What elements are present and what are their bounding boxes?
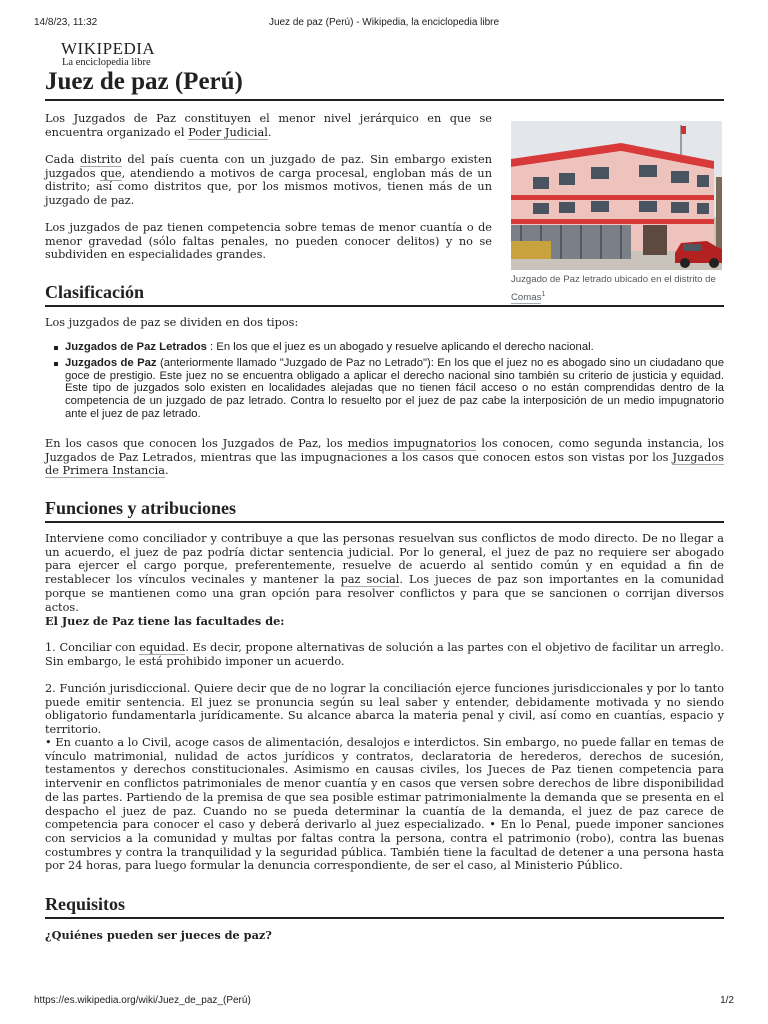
logo-tagline: La enciclopedia libre	[62, 57, 151, 68]
print-page-title: Juez de paz (Perú) - Wikipedia, la enciclopedia libre	[268, 17, 500, 28]
clasificacion-outro	[45, 437, 724, 478]
intro-p1-text: Los Juzgados de Paz constituyen el menor nivel jerárquico en que se encuentra organizado el	[45, 112, 492, 139]
facultad-1	[45, 641, 724, 668]
print-page-number: 1/2	[720, 995, 734, 1006]
requisitos-question: ¿Quiénes pueden ser jueces de paz?	[45, 928, 272, 942]
list-item-term: Juzgados de Paz Letrados	[65, 341, 207, 353]
list-item	[45, 341, 724, 354]
print-footer	[34, 995, 734, 1009]
courthouse-photo[interactable]	[511, 121, 722, 270]
intro-paragraph-1	[45, 112, 492, 139]
facultades-subheading: El Juez de Paz tiene las facultades de:	[45, 614, 285, 628]
wikipedia-logo[interactable]	[61, 40, 155, 69]
print-datetime: 14/8/23, 11:32	[34, 17, 98, 28]
intro-p1-end: .	[267, 125, 272, 139]
intro-p2-end: , atendiendo a motivos de carga procesal, engloban más de un distrito; así como distritos que, por los mismos motivos, tienen más de un juzgado de paz.	[45, 166, 492, 208]
outro-end: .	[165, 464, 169, 478]
link-comas[interactable]: Comas	[511, 291, 542, 303]
funciones-paragraph-1	[45, 532, 724, 614]
link-poder-judicial[interactable]: Poder Judicial	[188, 125, 268, 139]
link-distrito[interactable]: distrito	[80, 153, 122, 166]
link-medios-impugnatorios[interactable]: medios impugnatorios	[347, 437, 477, 450]
link-paz-social[interactable]: paz social	[340, 573, 400, 587]
list-item-text: (anteriormente llamado "Juzgado de Paz no Letrado"): En los que el juez no es abogado sino un ciudadano que goce de prestigio. Este juez no se encuentra obligado a aplicar el derecho nacional sino también su criterio de justicia y equidad. Este tipo de juzgados solo existen en localidades alejadas que no tienen fácil acceso o no están comprendidas dentro de la competencia de un juzgado de paz letrado. Contra lo resuelto por el juez de paz cabe la interposición de un medio impugnatorio ante el juez de paz letrado.	[65, 356, 725, 420]
list-item-text: : En los que el juez es un abogado y resuelve aplicando el derecho nacional.	[206, 341, 594, 353]
funciones-p1-text: Interviene como conciliador y contribuye a que las personas resuelvan sus conflictos de modo directo. De no llegar a un acuerdo, el juez de paz podría dictar sentencia judicial. Por lo general, el juez de paz no requiere ser abogado para ejercer el cargo porque, preferentemente, resuelve de acuerdo al sentido común y en equidad a fin de restablecer los vínculos vecinales y mantener la	[45, 532, 724, 587]
list-item	[45, 357, 724, 421]
outro-mid: los conocen, como segunda instancia, los Juzgados de Paz Letrados, mientras que las impugnaciones a los casos que conocen estos son vistas por los	[45, 437, 724, 464]
materias-paragraph: • En cuanto a lo Civil, acoge casos de alimentación, desalojos e interdictos. Sin embargo, no puede fallar en temas de vínculo matrimonial, nulidad de actos jurídicos y contratos, declaratoria de herederos, derechos de sucesión, testamentos y derechos constitucionales. Asimismo en causas civiles, los Jueces de Paz tienen competencia para intervenir en conflictos patrimoniales de menor cuantía y en casos que versen sobre derechos de libre disponibilidad de las partes. Partiendo de la premisa de que sea posible estimar patrimonialmente la demanda que se presenta en el despacho el juez de paz. Cuando no se pueda determinar la cuantía de la demanda, el juez de paz carece de competencia para conocer el caso y deberá derivarlo al juez especializado. • En lo Penal, puede imponer sanciones con servicios a la comunidad y multas por faltas contra la persona, contra el patrimonio (robo), contra las buenas costumbres y contra la tranquilidad y la seguridad pública. También tiene la facultad de detener a una persona hasta por 24 horas, para luego formular la denuncia correspondiente, de ser el caso, al Ministerio Público.	[45, 736, 724, 873]
facultad-1-end: . Es decir, propone alternativas de solución a las partes con el objetivo de facilitar un arreglo. Sin embargo, le está prohibido imponer un acuerdo.	[45, 641, 724, 668]
funciones-p1-end: . Los jueces de paz son importantes en la comunidad porque se mantienen como una gran opción para resolver conflictos y para que se sancionen o corrijan diversos actos.	[45, 573, 724, 614]
link-que[interactable]: que	[100, 166, 122, 180]
print-header	[34, 17, 734, 31]
facultad-1-text: 1. Conciliar con	[45, 641, 140, 654]
list-item-term: Juzgados de Paz	[65, 356, 157, 369]
facultad-2: 2. Función jurisdiccional. Quiere decir que de no lograr la conciliación ejerce funciones jurisdiccionales y por lo tanto puede emitir sentencia. El juez se pronuncia según su leal saber y entender, debidamente motivada y no siendo obligatorio fundamentarla jurídicamente. Su alcance abarca la materia penal y civil, así como en cuantías, espacio y territorio.	[45, 682, 724, 737]
page-title: Juez de paz (Perú)	[45, 66, 724, 101]
article-figure	[511, 121, 722, 305]
caption-text: Juzgado de Paz letrado ubicado en el distrito de	[511, 274, 716, 285]
clasificacion-intro: Los juzgados de paz se dividen en dos tipos:	[45, 316, 299, 329]
heading-funciones: Funciones y atribuciones	[45, 496, 724, 523]
heading-requisitos: Requisitos	[45, 892, 724, 919]
caption-footnote-ref[interactable]: 1	[541, 290, 546, 298]
link-equidad[interactable]: equidad	[139, 641, 186, 654]
clasificacion-list	[45, 341, 724, 424]
intro-paragraph-3: Los juzgados de paz tienen competencia sobre temas de menor cuantía o de menor gravedad (sólo faltas penales, no pueden conocer delitos) y no se subdividen en especialidades grandes.	[45, 221, 492, 262]
logo-wordmark: WIKIPEDIA	[61, 39, 156, 58]
link-juzgados-primera-instancia[interactable]: Juzgados de Primera Instancia	[45, 450, 724, 478]
print-url: https://es.wikipedia.org/wiki/Juez_de_paz_(Perú)	[34, 995, 251, 1006]
heading-clasificacion: Clasificación	[45, 280, 724, 307]
outro-text: En los casos que conocen los Juzgados de Paz, los	[45, 437, 348, 450]
intro-paragraph-2	[45, 153, 492, 208]
intro-p2-mid: del país cuenta con un juzgado de paz. Sin embargo existen juzgados	[45, 153, 492, 180]
intro-p2-text: Cada	[45, 153, 81, 166]
